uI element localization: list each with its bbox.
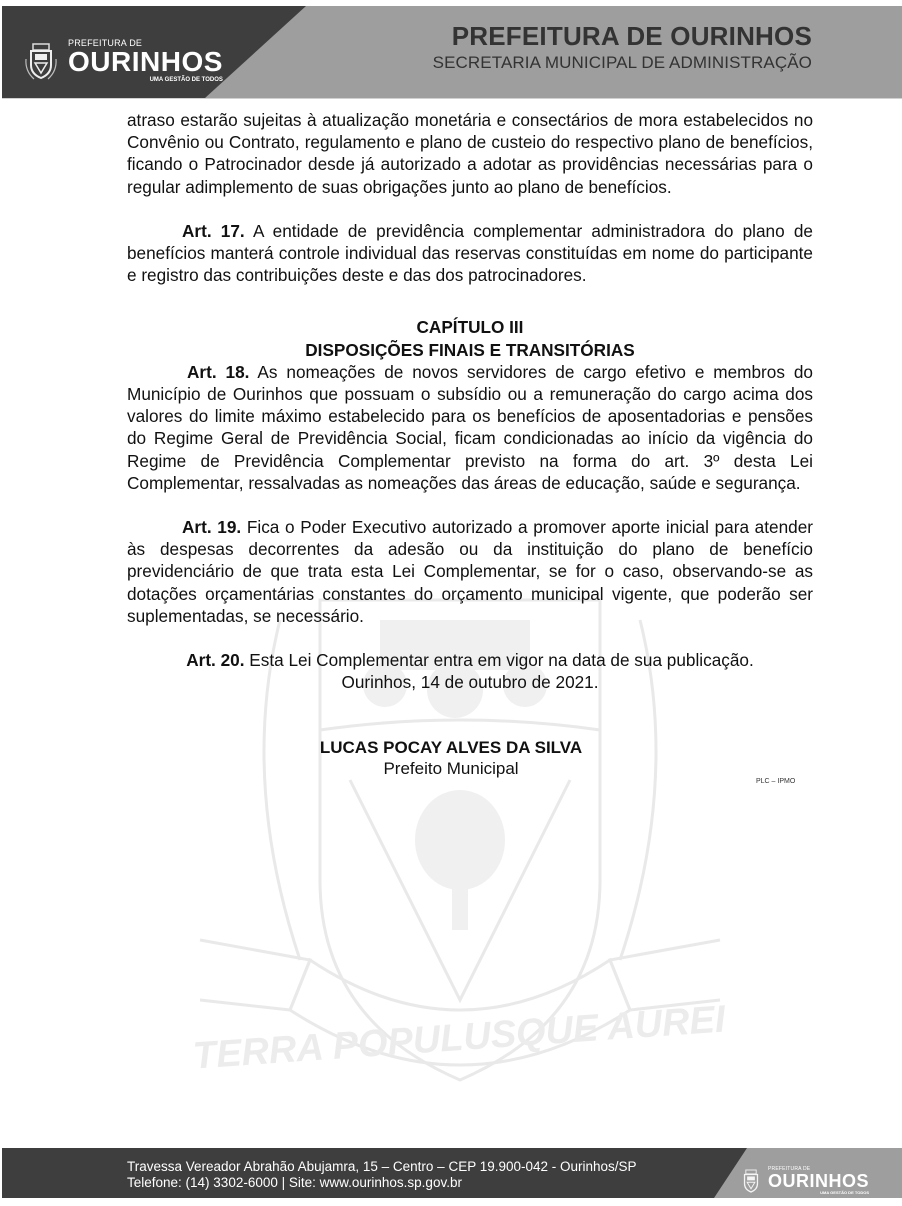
logo-small-text: PREFEITURA DE <box>68 38 143 48</box>
header-title-block <box>433 21 812 73</box>
footer-logo <box>740 1156 869 1206</box>
article-19-label: Art. 19. <box>182 517 242 538</box>
chapter-title: DISPOSIÇÕES FINAIS E TRANSITÓRIAS <box>305 339 635 360</box>
coat-of-arms-icon <box>24 41 58 81</box>
signatory-name: LUCAS POCAY ALVES DA SILVA <box>319 738 583 757</box>
page-footer <box>2 1148 902 1198</box>
intro-paragraph: atraso estarão sujeitas à atualização monetária e consectários de mora estabelecidos no Convênio ou Contrato, regulamento e plano de custeio do respectivo plano de benefícios, ficando o Patrocinador desde já autorizado a adotar as providências necessárias para o regular adimplemento de suas obrigações junto ao plano de benefícios. <box>127 110 813 197</box>
footer-logo-tagline: UMA GESTÃO DE TODOS <box>820 1190 870 1195</box>
footer-phone-site: Telefone: (14) 3302-6000 | Site: www.ourinhos.sp.gov.br <box>127 1175 462 1190</box>
header-title: PREFEITURA DE OURINHOS <box>451 21 812 51</box>
watermark-motto: TERRA POPULUSQUE AUREI <box>191 998 727 1078</box>
article-18-label: Art. 18. <box>187 361 250 382</box>
document-body <box>127 109 813 693</box>
signature-block <box>0 738 902 779</box>
footer-address: Travessa Vereador Abrahão Abujamra, 15 – Centro – CEP 19.900-042 - Ourinhos/SP <box>127 1159 637 1174</box>
article-18 <box>127 361 813 494</box>
article-17-label: Art. 17. <box>182 220 245 241</box>
chapter-number: CAPÍTULO III <box>416 317 524 338</box>
article-20 <box>127 649 813 671</box>
footer-logo-small-text: PREFEITURA DE <box>768 1166 811 1172</box>
logo-city-name: OURINHOS <box>68 46 223 77</box>
article-20-text: Esta Lei Complementar entra em vigor na data de sua publicação. <box>244 650 754 671</box>
header-subtitle: SECRETARIA MUNICIPAL DE ADMINISTRAÇÃO <box>432 53 812 72</box>
signatory-role: Prefeito Municipal <box>383 759 519 778</box>
article-20-label: Art. 20. <box>186 650 245 671</box>
article-17 <box>127 220 813 287</box>
article-17-text: A entidade de previdência complementar administradora do plano de benefícios manterá controle individual das reservas constituídas em nome do participante e registro das contribuições deste e das dos patrocinadores. <box>127 220 813 286</box>
document-reference: PLC – IPMO <box>756 778 796 785</box>
coat-of-arms-icon <box>740 1168 762 1194</box>
header-logo <box>24 36 223 86</box>
page-header <box>2 6 902 99</box>
article-19 <box>127 516 813 627</box>
article-19-text: Fica o Poder Executivo autorizado a promover aporte inicial para atender às despesas decorrentes da adesão ou da instituição do plano de benefício previdenciário de que trata esta Lei Complementar, se for o caso, observando-se as dotações orçamentárias constantes do orçamento municipal vigente, que poderão ser suplementadas, se necessário. <box>127 517 813 626</box>
footer-logo-city-name: OURINHOS <box>768 1171 870 1191</box>
article-18-text: As nomeações de novos servidores de cargo efetivo e membros do Município de Ourinhos que possuam o subsídio ou a remuneração do cargo acima dos valores do limite máximo estabelecido para os benefícios de aposentadorias e pensões do Regime Geral de Previdência Social, ficam condicionadas ao início da vigência do Regime de Previdência Complementar previsto na forma do art. 3º desta Lei Complementar, ressalvadas as nomeações das áreas de educação, saúde e segurança. <box>127 361 813 493</box>
place-date: Ourinhos, 14 de outubro de 2021. <box>341 672 599 693</box>
logo-tagline: UMA GESTÃO DE TODOS <box>149 77 223 83</box>
footer-contact <box>127 1159 637 1191</box>
